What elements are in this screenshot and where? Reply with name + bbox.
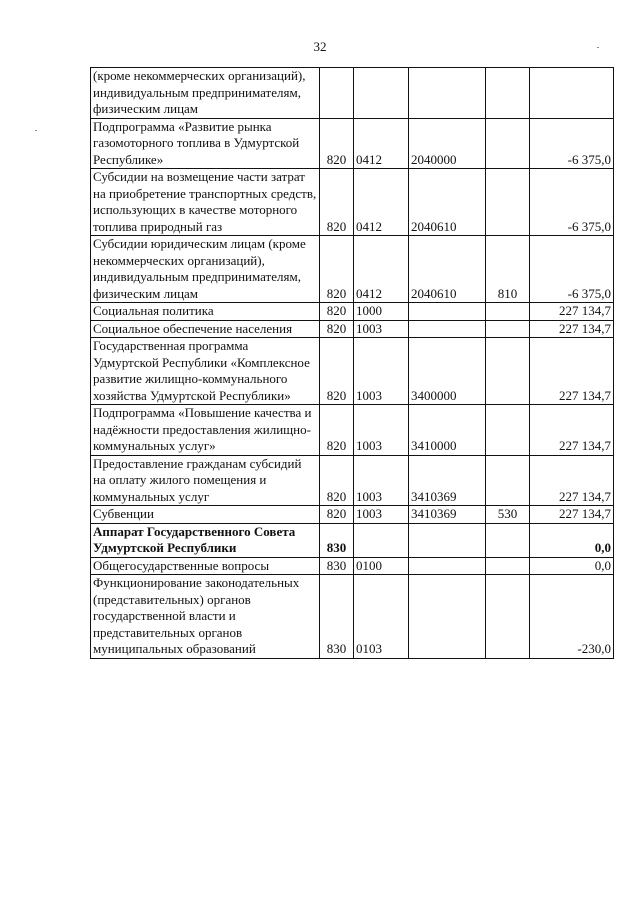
row-target-code <box>409 523 486 557</box>
row-name: Функционирование законодательных (представительных) органов государственной власти и представительных органов муниципальных образований <box>91 575 320 659</box>
row-amount: 227 134,7 <box>530 405 614 456</box>
row-name: (кроме некоммерческих организаций), индивидуальным предпринимателям, физическим лицам <box>91 68 320 119</box>
row-ministry-code: 820 <box>320 506 354 524</box>
row-name: Общегосударственные вопросы <box>91 557 320 575</box>
row-section-code: 0103 <box>354 575 409 659</box>
row-target-code <box>409 320 486 338</box>
row-amount: -6 375,0 <box>530 118 614 169</box>
row-section-code: 1003 <box>354 405 409 456</box>
row-target-code: 2040610 <box>409 169 486 236</box>
row-ministry-code: 820 <box>320 236 354 303</box>
row-amount: 0,0 <box>530 523 614 557</box>
row-target-code: 2040610 <box>409 236 486 303</box>
row-section-code: 1003 <box>354 506 409 524</box>
table-row <box>91 118 614 169</box>
row-amount: 227 134,7 <box>530 506 614 524</box>
table-row <box>91 455 614 506</box>
row-expense-type <box>486 169 530 236</box>
row-name: Социальная политика <box>91 303 320 321</box>
row-ministry-code: 830 <box>320 575 354 659</box>
row-amount: 227 134,7 <box>530 303 614 321</box>
row-expense-type <box>486 68 530 119</box>
row-target-code <box>409 303 486 321</box>
row-expense-type <box>486 575 530 659</box>
table-row <box>91 236 614 303</box>
table-row <box>91 575 614 659</box>
table-row <box>91 303 614 321</box>
row-name: Субсидии юридическим лицам (кроме некоммерческих организаций), индивидуальным предпринимателям, физическим лицам <box>91 236 320 303</box>
row-section-code: 1003 <box>354 338 409 405</box>
row-section-code <box>354 68 409 119</box>
row-amount: 227 134,7 <box>530 455 614 506</box>
table-row <box>91 169 614 236</box>
row-name: Субвенции <box>91 506 320 524</box>
row-target-code: 3410369 <box>409 455 486 506</box>
row-expense-type: 810 <box>486 236 530 303</box>
row-ministry-code: 820 <box>320 169 354 236</box>
row-section-code <box>354 523 409 557</box>
row-target-code <box>409 575 486 659</box>
scan-speck <box>35 130 37 131</box>
row-ministry-code: 820 <box>320 405 354 456</box>
table-row <box>91 68 614 119</box>
row-amount: 0,0 <box>530 557 614 575</box>
row-amount: 227 134,7 <box>530 338 614 405</box>
row-amount: -6 375,0 <box>530 236 614 303</box>
row-section-code: 1000 <box>354 303 409 321</box>
row-target-code: 3400000 <box>409 338 486 405</box>
table-row <box>91 320 614 338</box>
table-row <box>91 338 614 405</box>
row-target-code <box>409 68 486 119</box>
row-target-code: 2040000 <box>409 118 486 169</box>
budget-table <box>90 67 614 659</box>
row-ministry-code: 820 <box>320 118 354 169</box>
row-section-code: 0412 <box>354 169 409 236</box>
row-ministry-code <box>320 68 354 119</box>
row-expense-type <box>486 118 530 169</box>
table-row <box>91 405 614 456</box>
row-section-code: 0100 <box>354 557 409 575</box>
scan-speck <box>597 47 599 48</box>
row-name: Подпрограмма «Повышение качества и надёжности предоставления жилищно-коммунальных услуг» <box>91 405 320 456</box>
row-section-code: 1003 <box>354 320 409 338</box>
row-ministry-code: 820 <box>320 338 354 405</box>
row-expense-type <box>486 557 530 575</box>
row-expense-type <box>486 320 530 338</box>
row-section-code: 1003 <box>354 455 409 506</box>
row-name: Государственная программа Удмуртской Республики «Комплексное развитие жилищно-коммунального хозяйства Удмуртской Республики» <box>91 338 320 405</box>
row-ministry-code: 820 <box>320 455 354 506</box>
row-name: Подпрограмма «Развитие рынка газомоторного топлива в Удмуртской Республике» <box>91 118 320 169</box>
row-target-code <box>409 557 486 575</box>
row-name: Социальное обеспечение населения <box>91 320 320 338</box>
row-expense-type <box>486 303 530 321</box>
row-amount: 227 134,7 <box>530 320 614 338</box>
row-amount: -6 375,0 <box>530 169 614 236</box>
row-expense-type <box>486 455 530 506</box>
row-expense-type <box>486 523 530 557</box>
row-expense-type: 530 <box>486 506 530 524</box>
row-name: Предоставление гражданам субсидий на оплату жилого помещения и коммунальных услуг <box>91 455 320 506</box>
row-expense-type <box>486 338 530 405</box>
row-section-code: 0412 <box>354 236 409 303</box>
row-ministry-code: 820 <box>320 303 354 321</box>
row-ministry-code: 830 <box>320 523 354 557</box>
row-amount <box>530 68 614 119</box>
row-ministry-code: 820 <box>320 320 354 338</box>
row-expense-type <box>486 405 530 456</box>
row-amount: -230,0 <box>530 575 614 659</box>
table-row <box>91 557 614 575</box>
row-name: Субсидии на возмещение части затрат на приобретение транспортных средств, использующих в качестве моторного топлива природный газ <box>91 169 320 236</box>
row-section-code: 0412 <box>354 118 409 169</box>
row-target-code: 3410369 <box>409 506 486 524</box>
row-target-code: 3410000 <box>409 405 486 456</box>
page-number: 32 <box>313 39 327 54</box>
row-name: Аппарат Государственного Совета Удмуртской Республики <box>91 523 320 557</box>
table-row <box>91 523 614 557</box>
table-row <box>91 506 614 524</box>
row-ministry-code: 830 <box>320 557 354 575</box>
